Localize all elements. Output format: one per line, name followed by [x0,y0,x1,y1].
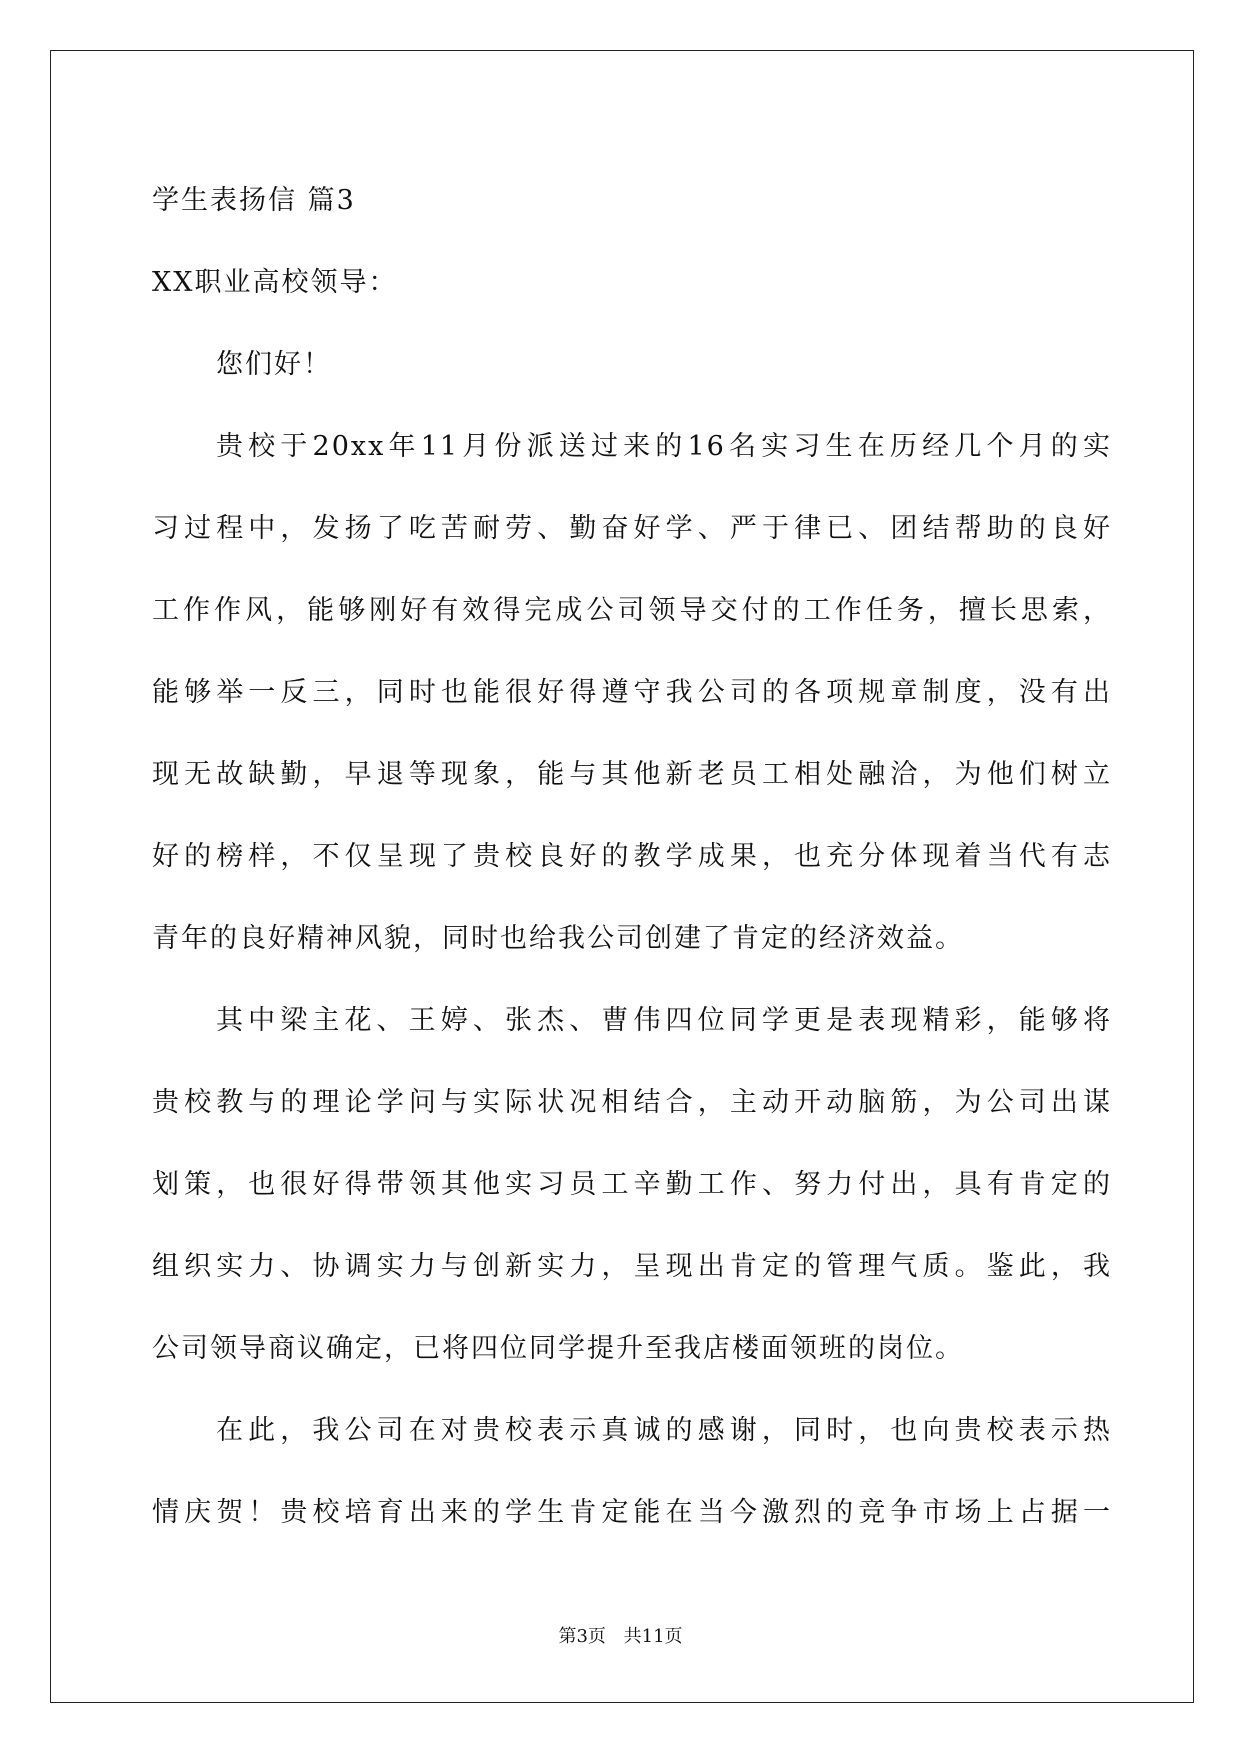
document-body [152,160,1112,1554]
page-total: 共11页 [623,1626,683,1647]
paragraph-3-line-2: 情庆贺！贵校培育出来的学生肯定能在当今激烈的竞争市场上占据一 [152,1497,1112,1528]
page-footer [0,1622,1241,1648]
paragraph-2-line-5: 公司领导商议确定，已将四位同学提升至我店楼面领班的岗位。 [152,1333,964,1364]
paragraph-2-line-4: 组织实力、协调实力与创新实力，呈现出肯定的管理气质。鉴此，我 [152,1251,1112,1282]
paragraph-1-line-3: 工作作风，能够刚好有效得完成公司领导交付的工作任务，擅长思索， [152,595,1112,626]
paragraph-2-line-1: 其中梁主花、王婷、张杰、曹伟四位同学更是表现精彩，能够将 [216,1005,1112,1036]
document-title: 学生表扬信 篇3 [152,185,356,216]
paragraph-1-line-2: 习过程中，发扬了吃苦耐劳、勤奋好学、严于律已、团结帮助的良好 [152,513,1112,544]
paragraph-1-line-4: 能够举一反三，同时也能很好得遵守我公司的各项规章制度，没有出 [152,677,1112,708]
paragraph-1-line-5: 现无故缺勤，早退等现象，能与其他新老员工相处融洽，为他们树立 [152,759,1112,790]
paragraph-2-line-2: 贵校教与的理论学问与实际状况相结合，主动开动脑筋，为公司出谋 [152,1087,1112,1118]
paragraph-1-line-6: 好的榜样，不仅呈现了贵校良好的教学成果，也充分体现着当代有志 [152,841,1112,872]
paragraph-3-line-1: 在此，我公司在对贵校表示真诚的感谢，同时，也向贵校表示热 [216,1415,1112,1446]
page-number: 第3页 [558,1626,606,1647]
paragraph-1-line-7: 青年的良好精神风貌，同时也给我公司创建了肯定的经济效益。 [152,923,964,954]
paragraph-1-line-1: 贵校于20xx年11月份派送过来的16名实习生在历经几个月的实 [216,431,1112,462]
greeting: 您们好！ [216,349,332,380]
salutation: XX职业高校领导： [152,267,398,298]
paragraph-2-line-3: 划策，也很好得带领其他实习员工辛勤工作、努力付出，具有肯定的 [152,1169,1112,1200]
